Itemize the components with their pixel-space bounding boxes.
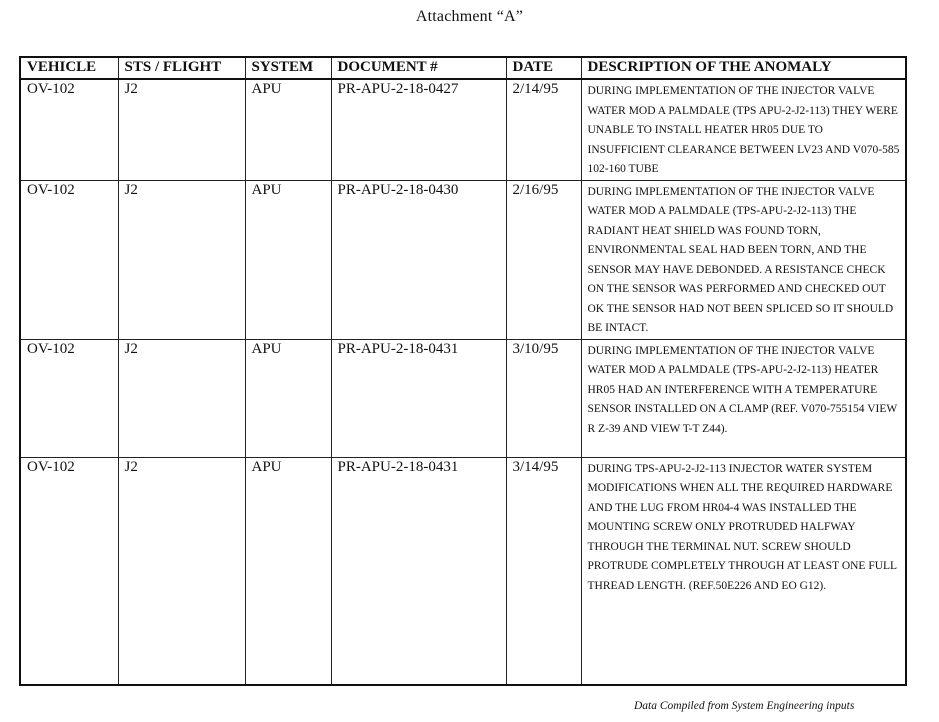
cell-description: DURING IMPLEMENTATION OF THE INJECTOR VALVE WATER MOD A PALMDALE (TPS APU-2-J2-113) THEY WERE UNABLE TO INSTALL HEATER HR05 DUE TO INSUFFICIENT CLEARANCE BETWEEN LV23 AND V070-585 102-160 TUBE bbox=[581, 79, 906, 180]
cell-flight: J2 bbox=[118, 457, 245, 685]
cell-description: DURING IMPLEMENTATION OF THE INJECTOR VALVE WATER MOD A PALMDALE (TPS-APU-2-J2-113) HEATER HR05 HAD AN INTERFERENCE WITH A TEMPERATURE SENSOR INSTALLED ON A CLAMP (REF. V070-755154 VIEW R Z-39 AND VIEW T-T Z44). bbox=[581, 339, 906, 457]
table-header-row bbox=[20, 57, 906, 79]
table-row bbox=[20, 457, 906, 685]
cell-system: APU bbox=[245, 457, 331, 685]
cell-document: PR-APU-2-18-0427 bbox=[331, 79, 506, 180]
header-date: DATE bbox=[506, 57, 581, 79]
cell-date: 3/10/95 bbox=[506, 339, 581, 457]
cell-document: PR-APU-2-18-0431 bbox=[331, 339, 506, 457]
header-document: DOCUMENT # bbox=[331, 57, 506, 79]
header-description: DESCRIPTION OF THE ANOMALY bbox=[581, 57, 906, 79]
cell-vehicle: OV-102 bbox=[20, 180, 118, 339]
cell-system: APU bbox=[245, 339, 331, 457]
cell-description: DURING TPS-APU-2-J2-113 INJECTOR WATER SYSTEM MODIFICATIONS WHEN ALL THE REQUIRED HARDWARE AND THE LUG FROM HR04-4 WAS INSTALLED THE MOUNTING SCREW ONLY PROTRUDED HALFWAY THROUGH THE TERMINAL NUT. SCREW SHOULD PROTRUDE COMPLETELY THROUGH AT LEAST ONE FULL THREAD LENGTH. (REF.50E226 AND EO G12). bbox=[581, 457, 906, 685]
cell-description: DURING IMPLEMENTATION OF THE INJECTOR VALVE WATER MOD A PALMDALE (TPS-APU-2-J2-113) THE RADIANT HEAT SHIELD WAS FOUND TORN, ENVIRONMENTAL SEAL HAD BEEN TORN, AND THE SENSOR MAY HAVE DEBONDED. A RESISTANCE CHECK ON THE SENSOR WAS PERFORMED AND CHECKED OUT OK THE SENSOR HAD NOT BEEN SPLICED SO IT SHOULD BE INTACT. bbox=[581, 180, 906, 339]
cell-system: APU bbox=[245, 79, 331, 180]
cell-flight: J2 bbox=[118, 339, 245, 457]
cell-date: 2/16/95 bbox=[506, 180, 581, 339]
footnote: Data Compiled from System Engineering inputs bbox=[634, 700, 855, 712]
cell-flight: J2 bbox=[118, 79, 245, 180]
header-vehicle: VEHICLE bbox=[20, 57, 118, 79]
cell-flight: J2 bbox=[118, 180, 245, 339]
cell-vehicle: OV-102 bbox=[20, 457, 118, 685]
cell-vehicle: OV-102 bbox=[20, 339, 118, 457]
cell-document: PR-APU-2-18-0431 bbox=[331, 457, 506, 685]
header-system: SYSTEM bbox=[245, 57, 331, 79]
cell-system: APU bbox=[245, 180, 331, 339]
page-title: Attachment “A” bbox=[415, 8, 524, 25]
table-row bbox=[20, 180, 906, 339]
anomaly-table bbox=[19, 56, 907, 686]
table-row bbox=[20, 79, 906, 180]
cell-document: PR-APU-2-18-0430 bbox=[331, 180, 506, 339]
cell-date: 2/14/95 bbox=[506, 79, 581, 180]
cell-date: 3/14/95 bbox=[506, 457, 581, 685]
table-row bbox=[20, 339, 906, 457]
cell-vehicle: OV-102 bbox=[20, 79, 118, 180]
header-sts-flight: STS / FLIGHT bbox=[118, 57, 245, 79]
